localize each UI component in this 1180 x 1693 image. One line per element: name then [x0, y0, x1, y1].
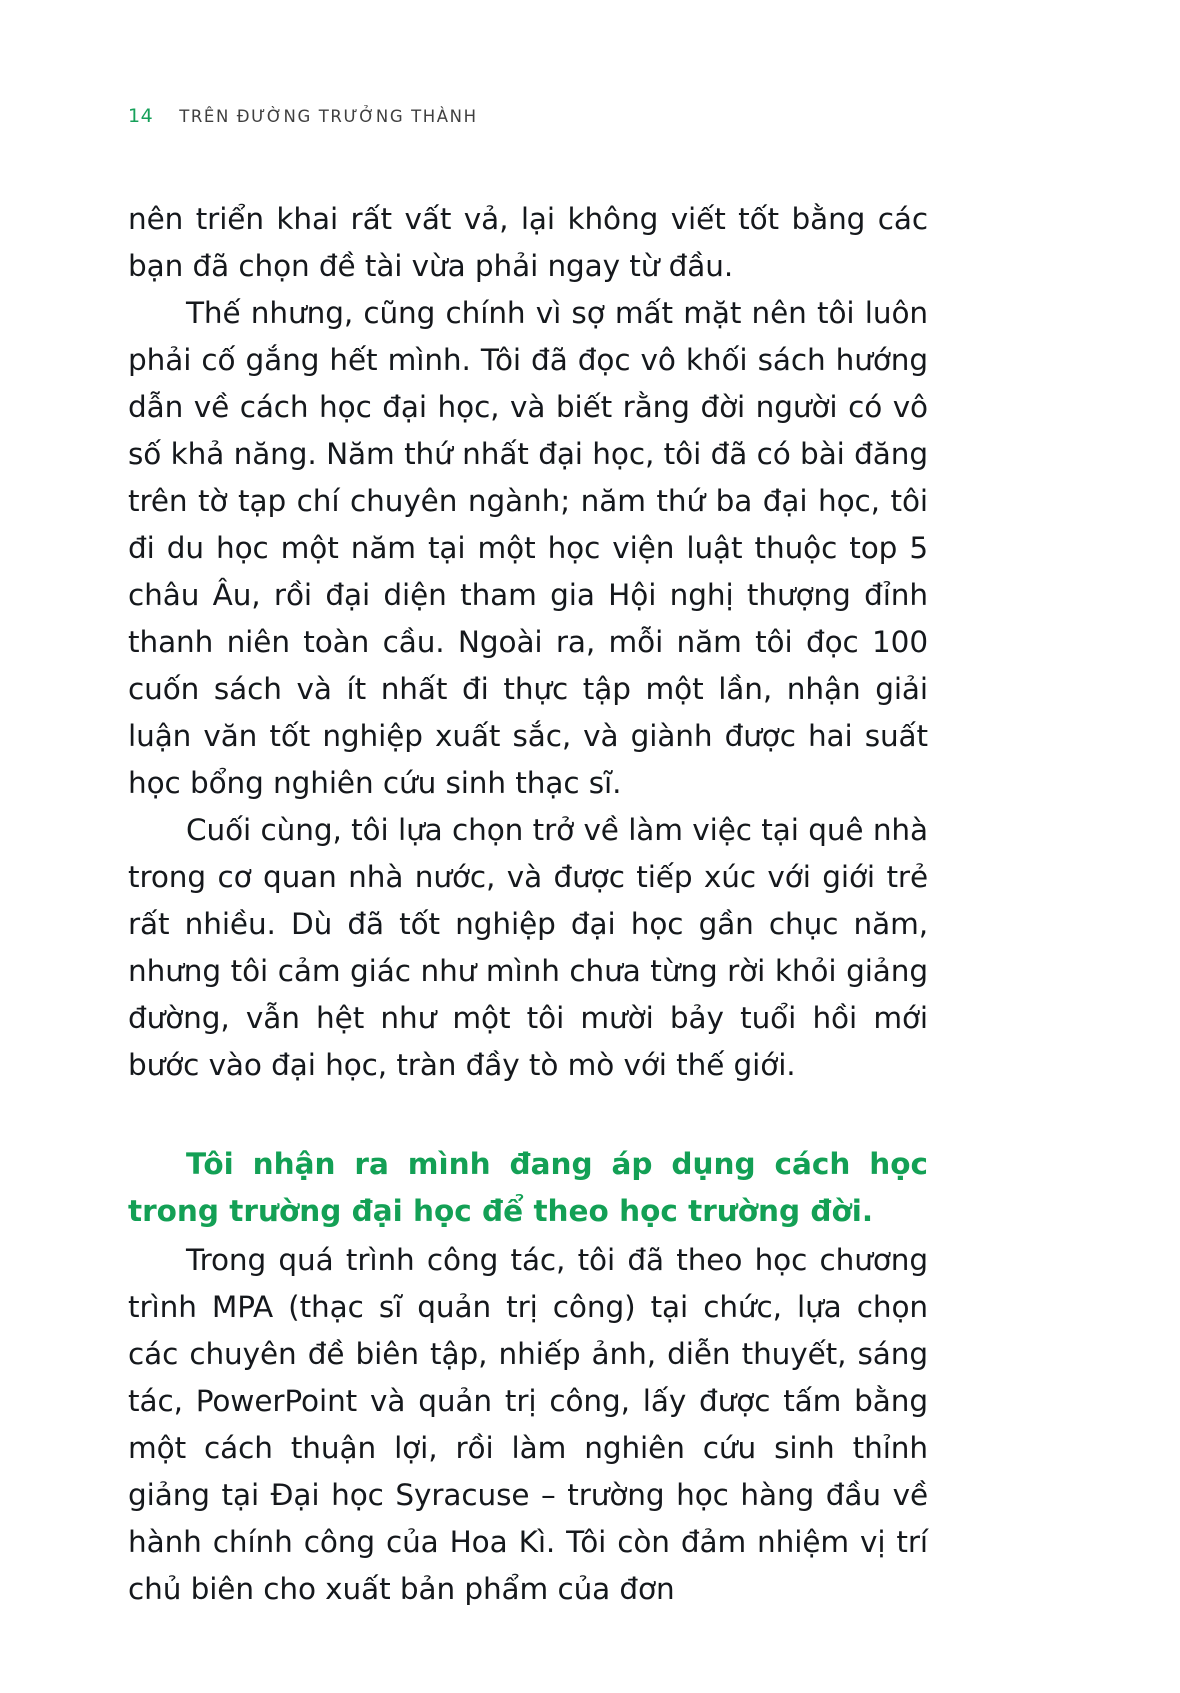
- running-head: [128, 105, 478, 127]
- body-text-column: [128, 196, 928, 1613]
- paragraph-4: Trong quá trình công tác, tôi đã theo học chương trình MPA (thạc sĩ quản trị công) tại chức, lựa chọn các chuyên đề biên tập, nhiếp ảnh, diễn thuyết, sáng tác, PowerPoint và quản trị công, lấy được tấm bằng một cách thuận lợi, rồi làm nghiên cứu sinh thỉnh giảng tại Đại học Syracuse – trường học hàng đầu về hành chính công của Hoa Kì. Tôi còn đảm nhiệm vị trí chủ biên cho xuất bản phẩm của đơn: [128, 1243, 928, 1606]
- paragraph-3: Cuối cùng, tôi lựa chọn trở về làm việc tại quê nhà trong cơ quan nhà nước, và được tiếp xúc với giới trẻ rất nhiều. Dù đã tốt nghiệp đại học gần chục năm, nhưng tôi cảm giác như mình chưa từng rời khỏi giảng đường, vẫn hệt như một tôi mười bảy tuổi hồi mới bước vào đại học, tràn đầy tò mò với thế giới.: [128, 813, 928, 1082]
- heading-spacer: [128, 1089, 928, 1141]
- running-head-title: TRÊN ĐƯỜNG TRƯỞNG THÀNH: [179, 107, 478, 126]
- paragraph-continuation: nên triển khai rất vất vả, lại không viết tốt bằng các bạn đã chọn đề tài vừa phải ngay từ đầu.: [128, 202, 928, 283]
- paragraph-2: Thế nhưng, cũng chính vì sợ mất mặt nên tôi luôn phải cố gắng hết mình. Tôi đã đọc vô khối sách hướng dẫn về cách học đại học, và biết rằng đời người có vô số khả năng. Năm thứ nhất đại học, tôi đã có bài đăng trên tờ tạp chí chuyên ngành; năm thứ ba đại học, tôi đi du học một năm tại một học viện luật thuộc top 5 châu Âu, rồi đại diện tham gia Hội nghị thượng đỉnh thanh niên toàn cầu. Ngoài ra, mỗi năm tôi đọc 100 cuốn sách và ít nhất đi thực tập một lần, nhận giải luận văn tốt nghiệp xuất sắc, và giành được hai suất học bổng nghiên cứu sinh thạc sĩ.: [128, 296, 928, 800]
- page-number: 14: [128, 105, 154, 127]
- section-heading: Tôi nhận ra mình đang áp dụng cách học trong trường đại học để theo học trường đời.: [128, 1147, 928, 1228]
